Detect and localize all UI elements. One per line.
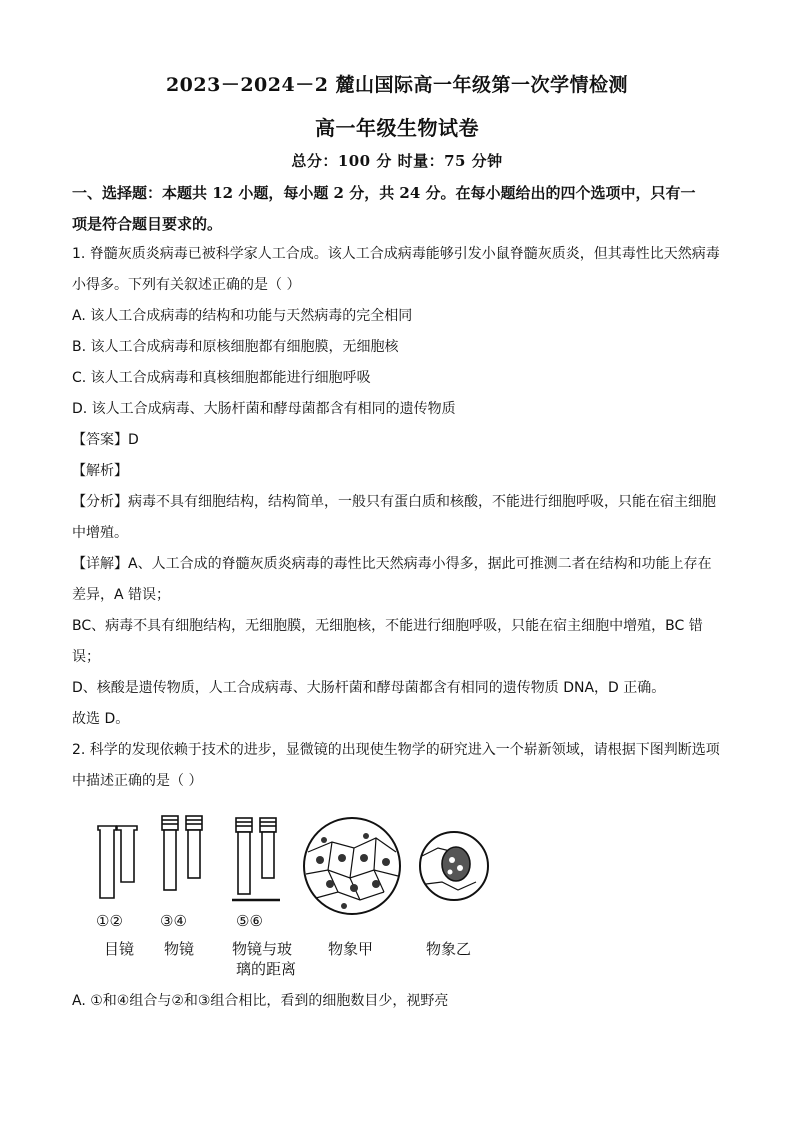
fig-label-nums-12: ①② [96,912,123,930]
objective-5-icon [232,818,256,900]
exam-meta: 总分：100 分 时量：75 分钟 [291,152,503,170]
fig-label-nums-56: ⑤⑥ [236,912,263,930]
q1-option-d: D. 该人工合成病毒、大肠杆菌和酵母菌都含有相同的遗传物质 [72,401,456,417]
q2-options [72,986,724,1017]
q1-d-line: D、核酸是遗传物质，人工合成病毒、大肠杆菌和酵母菌都含有相同的遗传物质 DNA，D 正确。 [72,680,666,696]
q1-option-c: C. 该人工合成病毒和真核细胞都能进行细胞呼吸 [72,370,371,386]
q1-xiangjie-line1: 【详解】A、人工合成的脊髓灰质炎病毒的毒性比天然病毒小得多，据此可推测二者在结构和功能上存在 [72,556,712,572]
q1-bc-line1: BC、病毒不具有细胞结构，无细胞膜，无细胞核，不能进行细胞呼吸，只能在宿主细胞中增殖，BC 错 [72,618,703,634]
fig-label-objective: 物镜 [164,940,195,958]
exam-title: 2023－2024－2 麓山国际高一年级第一次学情检测 [165,74,629,96]
exam-subtitle: 高一年级生物试卷 [315,116,479,140]
image-jia-icon [304,818,400,914]
objective-6-icon [256,818,280,900]
q1-fenxi-line1: 【分析】病毒不具有细胞结构，结构简单，一般只有蛋白质和核酸，不能进行细胞呼吸，只能在宿主细胞 [72,494,716,510]
q1-fenxi-line2: 中增殖。 [72,525,128,541]
objective-3-icon [162,816,178,890]
section-heading-line2: 项是符合题目要求的。 [72,215,223,233]
q2-stem-line1: 2. 科学的发现依赖于技术的进步，显微镜的出现使生物学的研究进入一个崭新领域，请根据下图判断选项 [72,742,720,758]
q1-option-b: B. 该人工合成病毒和原核细胞都有细胞膜，无细胞核 [72,339,399,355]
microscope-figure-drawing [92,812,492,932]
question-2 [72,735,724,797]
section-heading [72,178,724,240]
fig-label-image-yi: 物象乙 [426,940,472,958]
microscope-figure [92,812,492,982]
eyepiece-2-icon [117,826,137,882]
q1-bc-line2: 误； [72,649,100,665]
fig-label-nums-34: ③④ [160,912,187,930]
fig-label-image-jia: 物象甲 [328,940,374,958]
fig-label-distance-line2: 璃的距离 [236,960,297,978]
q1-option-a: A. 该人工合成病毒的结构和功能与天然病毒的完全相同 [72,308,413,324]
eyepiece-1-icon [98,826,116,898]
q1-analysis-label: 【解析】 [72,463,128,479]
q2-option-a: A. ①和④组合与②和③组合相比，看到的细胞数目少，视野亮 [72,993,449,1009]
q1-stem-line2: 小得多。下列有关叙述正确的是（ ） [72,277,301,293]
image-yi-icon [420,832,488,900]
section-heading-line1: 一、选择题：本题共 12 小题，每小题 2 分，共 24 分。在每小题给出的四个选项中，只有一 [72,184,696,202]
objective-4-icon [186,816,202,878]
q1-stem-line1: 1. 脊髓灰质炎病毒已被科学家人工合成。该人工合成病毒能够引发小鼠脊髓灰质炎，但其毒性比天然病毒 [72,246,720,262]
q1-choose: 故选 D。 [72,711,130,727]
q2-stem-line2: 中描述正确的是（ ） [72,773,203,789]
q1-answer: 【答案】D [72,432,139,448]
q1-xiangjie-line2: 差异，A 错误； [72,587,171,603]
question-1 [72,239,724,735]
fig-label-distance-line1: 物镜与玻 [232,940,293,958]
fig-label-eyepiece: 目镜 [104,940,135,958]
